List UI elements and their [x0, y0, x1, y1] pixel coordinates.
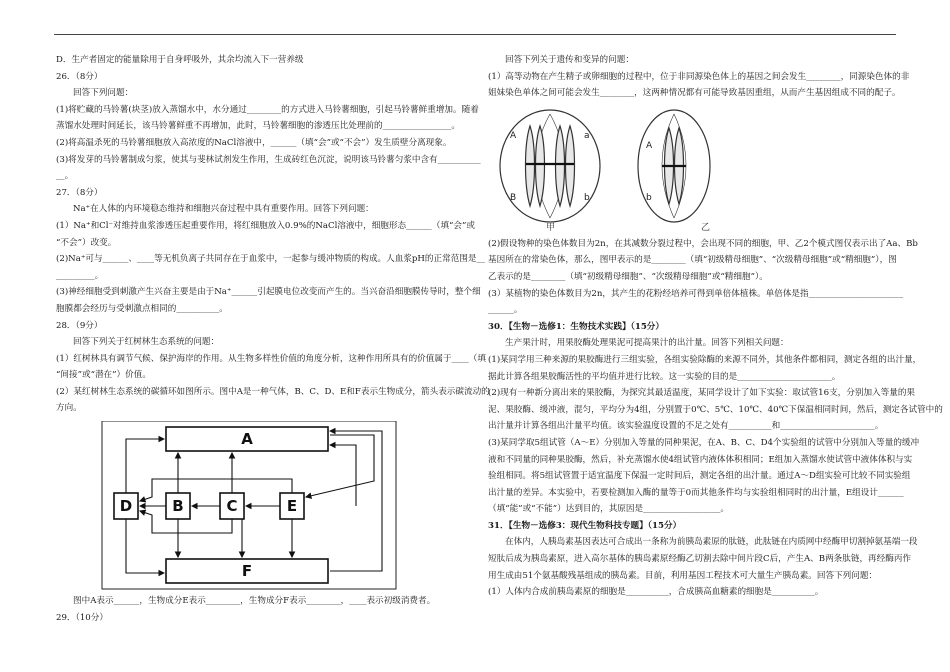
q29-part2-cont2: 乙表示的是________（填“初级精母细胞”、“次级精母细胞”或“精细胞”）。 — [488, 271, 768, 282]
q28-part1-cont: “间接”或“潜在”）价值。 — [56, 370, 151, 381]
q26-part3: (3)将发芽的马铃薯制成匀浆，使其与斐林试剂发生作用，生成砖红色沉淀，说明该马铃薯匀浆中含有__________ — [56, 154, 481, 165]
node-c: C — [226, 496, 238, 515]
q27-part2-cont: _________。 — [56, 270, 104, 281]
q31-heading: 31．【生物－选修3：现代生物科技专题】（15分） — [488, 520, 682, 531]
caption-yi: 乙 — [701, 222, 711, 233]
carbon-cycle-diagram — [56, 421, 476, 591]
q30-part3-cont3: 出汁量的差异。本实验中，若要检测加入酶的量等于0而其他条件均与实验组相同时的出汁量，E组设计______ — [488, 487, 904, 498]
q31-intro-cont: 短肽后成为胰岛素原，进入高尔基体的胰岛素原经酶乙切割去除中间片段C后，产生A、B两条肽链，再经酶丙作 — [488, 554, 912, 565]
q30-part1-cont: 据此计算各组果胶酶活性的平均值并进行比较。这一实验的目的是______________________。 — [488, 371, 841, 382]
q27-part1: (1）Na⁺和Cl⁻对维持血浆渗透压起重要作用，将红细胞放入0.9%的NaCl溶液中，细胞形态______（填“会”或 — [56, 220, 476, 231]
q29-part3-cont: ______。 — [488, 305, 523, 316]
gene-label-A-yi: A — [646, 140, 653, 151]
q30-part2-cont: 泥、果胶酶、缓冲液，混匀，平均分为4组，分别置于0℃、5℃、10℃、40℃下保温相同时间，然后，测定各试管中的 — [488, 404, 943, 415]
q26-intro: 回答下列问题： — [73, 88, 134, 99]
q30-part3-cont4: （填“能”或“不能”）达到目的，其原因是__________________。 — [488, 504, 730, 515]
q27-part1-cont: “不会”）改变。 — [56, 237, 117, 248]
q28-heading: 28．（9分） — [56, 320, 103, 331]
node-f: F — [241, 561, 253, 580]
q30-heading: 30．【生物－选修1：生物技术实践】（15分） — [488, 321, 664, 332]
q28-part1: (1）红树林具有调节气候、保护海岸的作用。从生物多样性价值的角度分析，这种作用所具有的价值属于____（填 — [56, 353, 486, 364]
q29-part2: (2)假设物种的染色体数目为2n，在其减数分裂过程中，会出现不同的细胞，甲、乙2个模式图仅表示出了Aa、Bb — [488, 238, 918, 249]
q31-intro-cont2: 用生成由51个氨基酸残基组成的胰岛素。目前，利用基因工程技术可大量生产胰岛素。回答下列问题： — [488, 570, 878, 581]
q31-part1: (1）人体内合成前胰岛素原的细胞是__________，合成胰高血糖素的细胞是__________。 — [488, 587, 824, 598]
gene-label-b: b — [584, 192, 590, 203]
node-d: D — [119, 496, 133, 515]
gene-label-a: a — [584, 130, 590, 141]
q31-intro: 在体内，人胰岛素基因表达可合成出一条称为前胰岛素原的肽链，此肽链在内质网中经酶甲切割掉氨基端一段 — [505, 537, 918, 548]
q27-part2: (2)Na⁺可与______、____等无机负离子共同存在于血浆中，一起参与缓冲物质的构成。人血浆pH的正常范围是__ — [56, 254, 486, 265]
q29-part3: (3）某植物的染色体数目为2n，其产生的花粉经培养可得到单倍体植株。单倍体是指______________________ — [488, 288, 904, 299]
q29-part1-cont: 姐妹染色单体之间可能会发生________，这两种情况都有可能导致基因重组，从而产生基因组成不同的配子。 — [488, 88, 901, 99]
q27-intro: Na⁺在人体的内环境稳态维持和细胞兴奋过程中具有重要作用。回答下列问题： — [73, 204, 374, 215]
node-b: B — [172, 496, 184, 515]
q30-part2-cont2: 出汁量并计算各组出汁量平均值。该实验温度设置的不足之处有__________和______________________。 — [488, 421, 884, 432]
node-e: E — [286, 496, 298, 515]
q27-heading: 27．（8分） — [56, 187, 103, 198]
q26-heading: 26．（8分） — [56, 71, 103, 82]
q27-part3: (3)神经细胞受到刺激产生兴奋主要是由于Na⁺______引起膜电位改变而产生的。当兴奋沿细胞膜传导时，整个细 — [56, 287, 481, 298]
q26-part3-cont: __。 — [56, 171, 74, 182]
option-d: D．生产者固定的能量除用于自身呼吸外，其余均流入下一营养级 — [56, 55, 304, 65]
q28-part2: (2）某红树林生态系统的碳循环如图所示。图中A是一种气体，B、C、D、E和F表示生物成分，箭头表示碳流动的 — [56, 386, 490, 397]
cell-drawings — [488, 104, 898, 232]
gene-label-B: B — [510, 192, 517, 203]
q30-part1: (1)某同学用三种来源的果胶酶进行三组实验，各组实验除酶的来源不同外，其他条件都相同，测定各组的出汁量， — [488, 354, 922, 365]
gene-label-A: A — [510, 130, 517, 141]
meiosis-cell-figures — [488, 104, 898, 232]
caption-jia: 甲 — [546, 222, 556, 233]
q28-part2-question: 图中A表示______，生物成分E表示________，生物成分F表示________，____表示初级消费者。 — [73, 596, 436, 607]
q30-part3: (3)某同学取5组试管（A～E）分别加入等量的同种果泥，在A、B、C、D4个实验组的试管中分别加入等量的缓冲 — [488, 437, 920, 448]
q28-part2-cont: 方向。 — [56, 403, 82, 414]
q26-part1: (1)将贮藏的马铃薯(块茎)放入蒸馏水中，水分通过________的方式进入马铃薯细胞，引起马铃薯鲜重增加。随着 — [56, 104, 479, 115]
q27-part3-cont: 胞膜都会经历与受刺激点相同的__________。 — [56, 303, 228, 314]
q30-intro: 生产果汁时，用果胶酶处理果泥可提高果汁的出汁量。回答下列相关问题： — [505, 338, 789, 349]
q30-part2: (2)现有一种新分离出来的果胶酶，为探究其最适温度，某同学设计了如下实验：取试管16支，分别加入等量的果 — [488, 388, 916, 399]
q26-part2: (2)将高温杀死的马铃薯细胞放入高浓度的NaCl溶液中，______（填“会”或“不会”）发生质壁分离现象。 — [56, 137, 452, 148]
q28-intro: 回答下列关于红树林生态系统的问题： — [73, 337, 220, 348]
q29-heading: 29．（10分） — [56, 612, 108, 623]
q30-part3-cont2: 验组相同。将5组试管置于适宜温度下保温一定时间后，测定各组的出汁量。通过A～D组实验可比较不同实验组 — [488, 471, 911, 482]
node-a: A — [241, 429, 253, 448]
q26-part1-cont: 蒸馏水处理时间延长，该马铃薯鲜重不再增加，此时，马铃薯细胞的渗透压比处理前的________________。 — [56, 121, 460, 132]
gene-label-b-yi: b — [646, 192, 652, 203]
q30-part3-cont: 液和不同量的同种果胶酶，然后，补充蒸馏水使4组试管内液体体积相同；E组加入蒸馏水使试管中液体体积与实 — [488, 454, 913, 465]
page-top-rule — [54, 34, 896, 35]
q29-intro: 回答下列关于遗传和变异的问题： — [505, 55, 634, 65]
q29-part1: (1）高等动物在产生精子或卵细胞的过程中，位于非同源染色体上的基因之间会发生________，同源染色体的非 — [488, 71, 910, 82]
left-column — [56, 52, 490, 626]
q29-part2-cont: 基因所在的常染色体，那么，图甲表示的是________（填“初级精母细胞”、“次级精母细胞”或“精细胞”），图 — [488, 255, 897, 266]
right-column — [488, 52, 943, 601]
